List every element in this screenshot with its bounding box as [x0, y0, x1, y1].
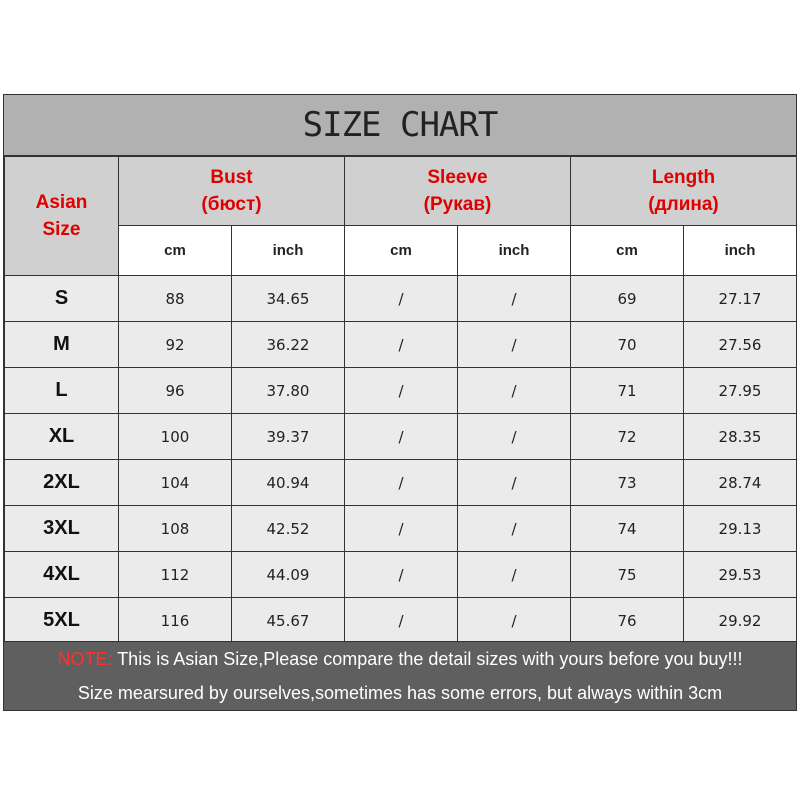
note-prefix: NOTE:	[57, 649, 113, 669]
size-cell: S	[5, 276, 119, 322]
value-cell: /	[345, 276, 458, 322]
value-cell: 70	[571, 322, 684, 368]
size-table	[4, 156, 797, 644]
value-cell: /	[345, 506, 458, 552]
value-cell: 40.94	[232, 460, 345, 506]
value-cell: 73	[571, 460, 684, 506]
value-cell: 44.09	[232, 552, 345, 598]
bust-sublabel: (бюст)	[201, 194, 262, 215]
value-cell: 45.67	[232, 598, 345, 644]
size-cell: 4XL	[5, 552, 119, 598]
value-cell: /	[458, 276, 571, 322]
value-cell: /	[345, 368, 458, 414]
length-sublabel: (длина)	[648, 194, 719, 215]
value-cell: 76	[571, 598, 684, 644]
value-cell: 28.35	[684, 414, 797, 460]
value-cell: /	[345, 322, 458, 368]
table-row	[5, 460, 797, 506]
chart-title: SIZE CHART	[4, 95, 796, 156]
value-cell: /	[458, 322, 571, 368]
note-line-2: Size mearsured by ourselves,sometimes has some errors, but always within 3cm	[77, 683, 723, 703]
sleeve-header	[345, 157, 571, 226]
value-cell: /	[458, 598, 571, 644]
size-cell: 2XL	[5, 460, 119, 506]
value-cell: 27.56	[684, 322, 797, 368]
value-cell: 108	[119, 506, 232, 552]
note-line-1	[4, 642, 796, 676]
value-cell: 28.74	[684, 460, 797, 506]
value-cell: /	[345, 414, 458, 460]
value-cell: 27.17	[684, 276, 797, 322]
value-cell: /	[345, 552, 458, 598]
value-cell: 92	[119, 322, 232, 368]
value-cell: 112	[119, 552, 232, 598]
value-cell: 29.53	[684, 552, 797, 598]
value-cell: 96	[119, 368, 232, 414]
asian-size-header	[5, 157, 119, 276]
asian-size-label-line2: Size	[42, 219, 81, 240]
table-row	[5, 414, 797, 460]
table-row	[5, 322, 797, 368]
value-cell: 37.80	[232, 368, 345, 414]
length-header	[571, 157, 797, 226]
value-cell: 88	[119, 276, 232, 322]
size-cell: 5XL	[5, 598, 119, 644]
value-cell: 36.22	[232, 322, 345, 368]
table-row	[5, 506, 797, 552]
note-text: This is Asian Size,Please compare the detail sizes with yours before you buy!!!	[112, 649, 743, 669]
value-cell: 34.65	[232, 276, 345, 322]
value-cell: 39.37	[232, 414, 345, 460]
value-cell: 75	[571, 552, 684, 598]
value-cell: /	[458, 552, 571, 598]
table-row	[5, 598, 797, 644]
size-chart	[3, 94, 797, 711]
value-cell: /	[458, 506, 571, 552]
unit-header: cm	[345, 226, 458, 276]
sleeve-sublabel: (Рукав)	[423, 194, 492, 215]
size-cell: M	[5, 322, 119, 368]
sleeve-label: Sleeve	[427, 167, 488, 188]
value-cell: /	[345, 598, 458, 644]
unit-header: inch	[458, 226, 571, 276]
value-cell: 100	[119, 414, 232, 460]
table-row	[5, 276, 797, 322]
value-cell: 42.52	[232, 506, 345, 552]
value-cell: /	[458, 368, 571, 414]
value-cell: /	[458, 414, 571, 460]
size-cell: XL	[5, 414, 119, 460]
table-row	[5, 552, 797, 598]
unit-header: cm	[571, 226, 684, 276]
value-cell: 72	[571, 414, 684, 460]
size-cell: L	[5, 368, 119, 414]
value-cell: 104	[119, 460, 232, 506]
length-label: Length	[651, 167, 716, 188]
table-row	[5, 368, 797, 414]
value-cell: 27.95	[684, 368, 797, 414]
asian-size-label-line1: Asian	[35, 192, 88, 213]
value-cell: 69	[571, 276, 684, 322]
unit-header: cm	[119, 226, 232, 276]
value-cell: 74	[571, 506, 684, 552]
notes-panel	[4, 641, 796, 710]
value-cell: 116	[119, 598, 232, 644]
value-cell: 29.92	[684, 598, 797, 644]
value-cell: 29.13	[684, 506, 797, 552]
bust-header	[119, 157, 345, 226]
unit-header: inch	[232, 226, 345, 276]
value-cell: /	[458, 460, 571, 506]
value-cell: 71	[571, 368, 684, 414]
value-cell: /	[345, 460, 458, 506]
unit-header: inch	[684, 226, 797, 276]
table-body	[5, 276, 797, 644]
size-cell: 3XL	[5, 506, 119, 552]
bust-label: Bust	[210, 167, 253, 188]
